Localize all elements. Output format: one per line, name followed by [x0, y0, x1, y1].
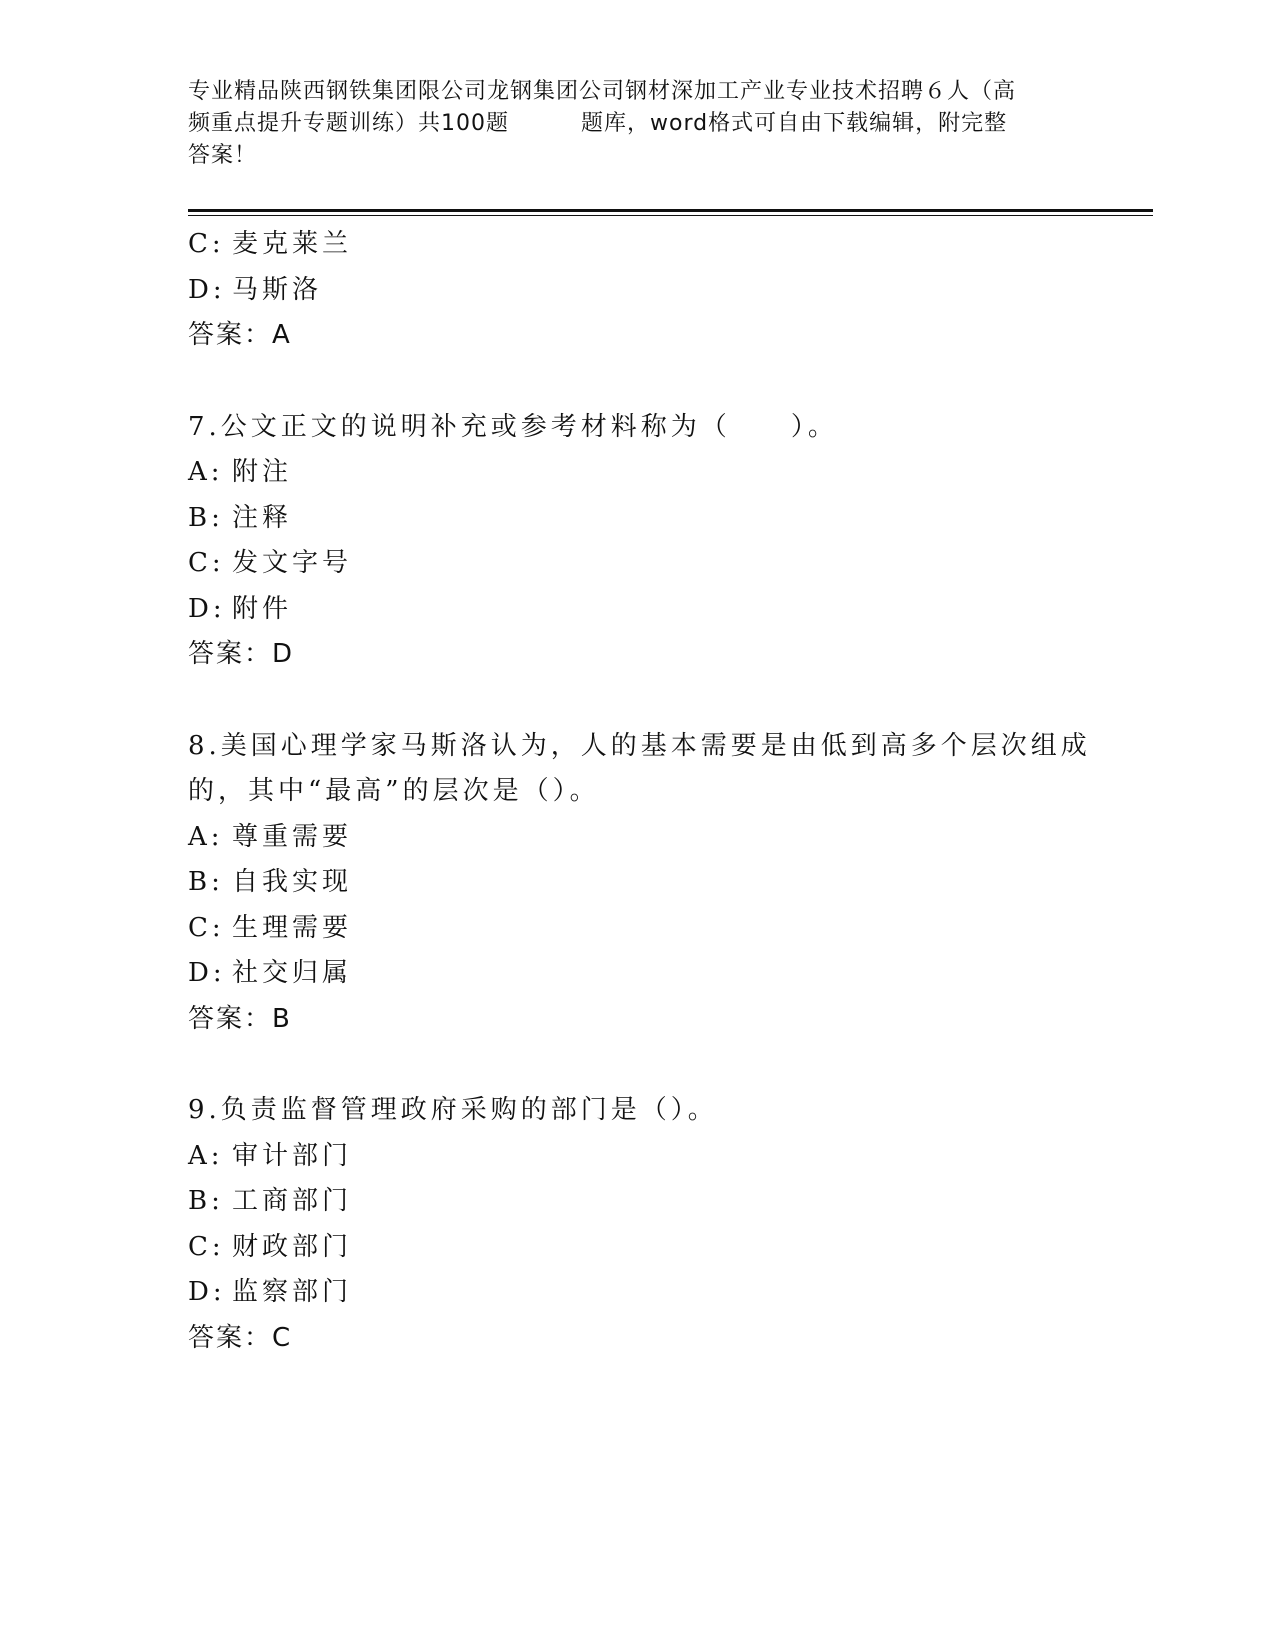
- option-text: 社交归属: [232, 958, 353, 988]
- option-text: 生理需要: [232, 912, 353, 943]
- question-text-part-b: ）。: [790, 411, 838, 442]
- header-line-3: 答案！: [188, 143, 258, 168]
- header-line-2-part-a: 频重点提升专题训练）共100题: [188, 111, 509, 136]
- question-text-part-a: 7.公文正文的说明补充或参考材料称为（: [188, 411, 731, 442]
- option-text: 财政部门: [232, 1231, 353, 1262]
- option-letter: B:: [188, 502, 224, 533]
- option-b: [188, 860, 1088, 906]
- question-spacer: [188, 1042, 1088, 1088]
- option-b: [188, 496, 1088, 542]
- option-text: 审计部门: [232, 1140, 353, 1171]
- option-letter: C:: [188, 229, 225, 259]
- header-line-2: [188, 108, 1088, 140]
- option-text: 附注: [232, 457, 293, 487]
- question-text-line-1: 9.负责监督管理政府采购的部门是（）。: [188, 1095, 718, 1125]
- option-text: 马斯洛: [232, 274, 323, 305]
- option-a: [188, 1134, 1088, 1180]
- option-a: [188, 815, 1088, 861]
- answer-line: 答案：B: [188, 1003, 292, 1034]
- option-letter: B:: [188, 867, 224, 897]
- option-text: 注释: [232, 502, 293, 533]
- question-spacer: [188, 359, 1088, 405]
- option-letter: C:: [188, 1231, 225, 1262]
- header-line-2-part-b: 题库，word格式可自由下载编辑，附完整: [581, 111, 1008, 136]
- document-header: [188, 76, 1088, 172]
- option-letter: D:: [188, 593, 226, 624]
- answer-line: 答案：A: [188, 320, 292, 350]
- question-spacer: [188, 678, 1088, 724]
- option-text: 附件: [232, 593, 293, 624]
- question-7: [188, 405, 1088, 678]
- option-c: [188, 222, 1088, 268]
- question-list: [188, 222, 1091, 1361]
- option-text: 监察部门: [232, 1277, 353, 1307]
- option-d: [188, 951, 1088, 997]
- option-d: [188, 587, 1088, 633]
- question-6-tail: [188, 222, 1088, 359]
- option-letter: C:: [188, 548, 225, 578]
- option-d: [188, 268, 1088, 314]
- option-letter: D:: [188, 274, 226, 305]
- option-text: 发文字号: [232, 548, 353, 578]
- option-letter: D:: [188, 958, 226, 988]
- question-text-line-2: 的，其中“最高”的层次是（）。: [188, 776, 600, 806]
- option-a: [188, 450, 1088, 496]
- header-divider-thin: [188, 215, 1153, 216]
- question-text: [188, 724, 1091, 815]
- option-d: [188, 1270, 1088, 1316]
- header-divider-thick: [188, 209, 1153, 212]
- option-c: [188, 906, 1088, 952]
- option-letter: B:: [188, 1186, 224, 1216]
- question-8: [188, 724, 1091, 1043]
- option-letter: A:: [188, 457, 224, 487]
- option-text: 工商部门: [232, 1186, 353, 1216]
- option-letter: A:: [188, 821, 224, 852]
- option-letter: A:: [188, 1140, 224, 1171]
- question-9: [188, 1088, 1088, 1361]
- question-text-line-1: 8.美国心理学家马斯洛认为，人的基本需要是由低到高多个层次组成: [188, 730, 1091, 761]
- option-text: 麦克莱兰: [232, 229, 353, 259]
- option-letter: C:: [188, 912, 225, 943]
- answer-line: 答案：D: [188, 639, 295, 669]
- option-text: 自我实现: [232, 867, 353, 897]
- option-c: [188, 541, 1088, 587]
- question-text: [188, 405, 1088, 451]
- answer-line: 答案：C: [188, 1322, 293, 1353]
- header-line-1: 专业精品陕西钢铁集团限公司龙钢集团公司钢材深加工产业专业技术招聘６人（高: [188, 79, 1017, 104]
- option-c: [188, 1225, 1088, 1271]
- option-text: 尊重需要: [232, 821, 353, 852]
- question-text: [188, 1088, 1088, 1134]
- option-b: [188, 1179, 1088, 1225]
- option-letter: D:: [188, 1277, 226, 1307]
